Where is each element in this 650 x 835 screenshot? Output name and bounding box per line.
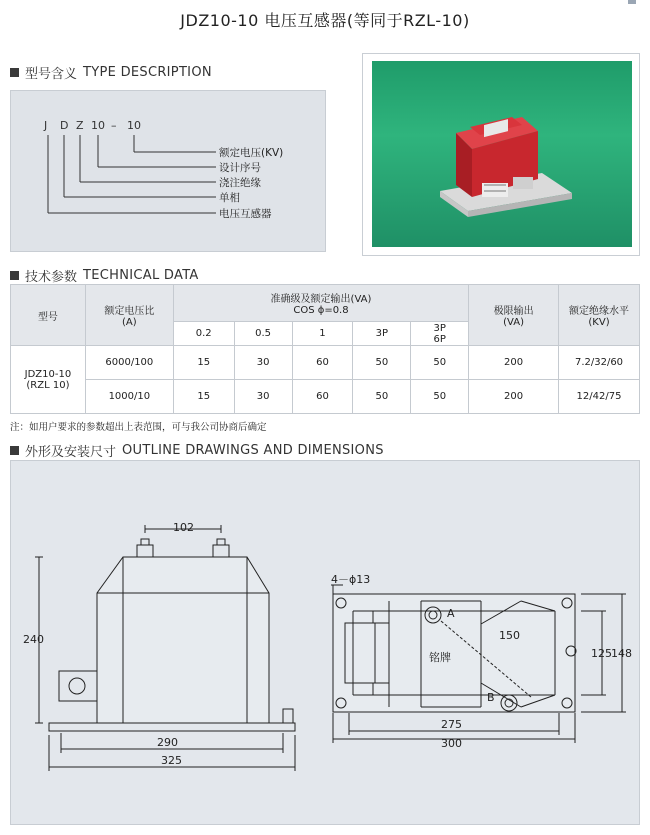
code-char-d: D (60, 119, 69, 132)
type-description-heading (10, 63, 212, 82)
bullet-square-icon (10, 446, 19, 455)
header-limit (469, 285, 559, 346)
product-photo-frame (362, 53, 640, 256)
header-accuracy-label: 准确级及额定输出(VA) (270, 294, 372, 305)
dim-top-width: 102 (173, 521, 194, 534)
transformer-illustration (372, 61, 632, 247)
header-model: 型号 (11, 285, 86, 346)
header-ratio (85, 285, 173, 346)
dim-height: 240 (23, 633, 44, 646)
cell-insulation: 12/42/75 (559, 380, 640, 414)
outline-drawing (11, 461, 641, 826)
legend-design-serial: 设计序号 (219, 162, 261, 174)
legend-cast-insulation: 浇注绝缘 (219, 177, 261, 189)
page-title: JDZ10-10 电压互感器(等同于RZL-10) (180, 11, 470, 30)
cell-v02: 15 (173, 346, 234, 380)
table-row (11, 346, 640, 380)
outline-drawing-panel (10, 460, 640, 825)
header-ratio-unit: (A) (122, 317, 137, 328)
header-insulation (559, 285, 640, 346)
header-accuracy (173, 285, 468, 322)
header-insulation-unit: (KV) (588, 317, 610, 328)
bullet-square-icon (10, 68, 19, 77)
model-alt: (RZL 10) (26, 379, 70, 391)
corner-mark (628, 0, 636, 4)
class-3p: 3P (353, 322, 411, 346)
cell-v3p6p: 50 (411, 346, 469, 380)
model-cell (11, 346, 86, 414)
cell-ratio: 1000/10 (85, 380, 173, 414)
table-row (11, 380, 640, 414)
dim-width-inner: 275 (441, 718, 462, 731)
class-3p-6p (411, 322, 469, 346)
cell-limit: 200 (469, 346, 559, 380)
technical-data-heading (10, 266, 199, 285)
technical-data-heading-cn: 技术参数 (25, 270, 78, 285)
cell-v1: 60 (292, 346, 353, 380)
legend-rated-voltage: 额定电压(KV) (219, 147, 284, 159)
header-ratio-label: 额定电压比 (104, 306, 155, 317)
cell-ratio: 6000/100 (85, 346, 173, 380)
legend-single-phase: 单相 (219, 192, 240, 204)
dim-base-inner: 290 (157, 736, 178, 749)
cell-v3p6p: 50 (411, 380, 469, 414)
terminal-b-label: B (487, 691, 495, 704)
bullet-square-icon (10, 271, 19, 280)
type-description-heading-en: TYPE DESCRIPTION (83, 65, 212, 80)
cell-limit: 200 (469, 380, 559, 414)
dim-height-outer: 148 (611, 647, 632, 660)
header-cos: COS ϕ=0.8 (293, 305, 349, 316)
technical-data-table (10, 284, 640, 414)
technical-data-heading-en: TECHNICAL DATA (83, 268, 199, 283)
product-photo (372, 61, 632, 247)
class-3p-b: 3P (433, 322, 446, 334)
table-note: 注：如用户要求的参数超出上表范围，可与我公司协商后确定 (10, 422, 267, 433)
dim-height-inner: 125 (591, 647, 612, 660)
class-0-5: 0.5 (234, 322, 292, 346)
type-description-panel (10, 90, 326, 252)
legend-voltage-transformer: 电压互感器 (219, 208, 272, 220)
code-dash: – (111, 119, 117, 132)
nameplate-label: 铭牌 (429, 651, 451, 664)
header-limit-unit: (VA) (503, 317, 525, 328)
outline-heading-cn: 外形及安装尺寸 (25, 445, 117, 460)
dim-diagonal: 150 (499, 629, 520, 642)
dim-width-outer: 300 (441, 737, 462, 750)
code-voltage: 10 (127, 119, 141, 132)
outline-heading-en: OUTLINE DRAWINGS AND DIMENSIONS (122, 443, 384, 458)
cell-v3p: 50 (353, 346, 411, 380)
model-name: JDZ10-10 (24, 368, 72, 380)
dim-hole-spec: 4－ϕ13 (331, 573, 371, 586)
code-char-j: J (44, 119, 48, 132)
dim-base-outer: 325 (161, 754, 182, 767)
type-code-diagram (11, 91, 327, 253)
class-1: 1 (292, 322, 353, 346)
cell-v3p: 50 (353, 380, 411, 414)
cell-v02: 15 (173, 380, 234, 414)
code-design-no: 10 (91, 119, 105, 132)
cell-v05: 30 (234, 346, 292, 380)
outline-heading (10, 441, 384, 460)
type-description-heading-cn: 型号含义 (25, 67, 78, 82)
terminal-a-label: A (447, 607, 455, 620)
code-char-z: Z (76, 119, 84, 132)
cell-v1: 60 (292, 380, 353, 414)
header-limit-label: 极限输出 (493, 306, 534, 317)
class-0-2: 0.2 (173, 322, 234, 346)
class-6p: 6P (433, 333, 446, 345)
cell-insulation: 7.2/32/60 (559, 346, 640, 380)
header-insulation-label: 额定绝缘水平 (569, 306, 629, 317)
cell-v05: 30 (234, 380, 292, 414)
